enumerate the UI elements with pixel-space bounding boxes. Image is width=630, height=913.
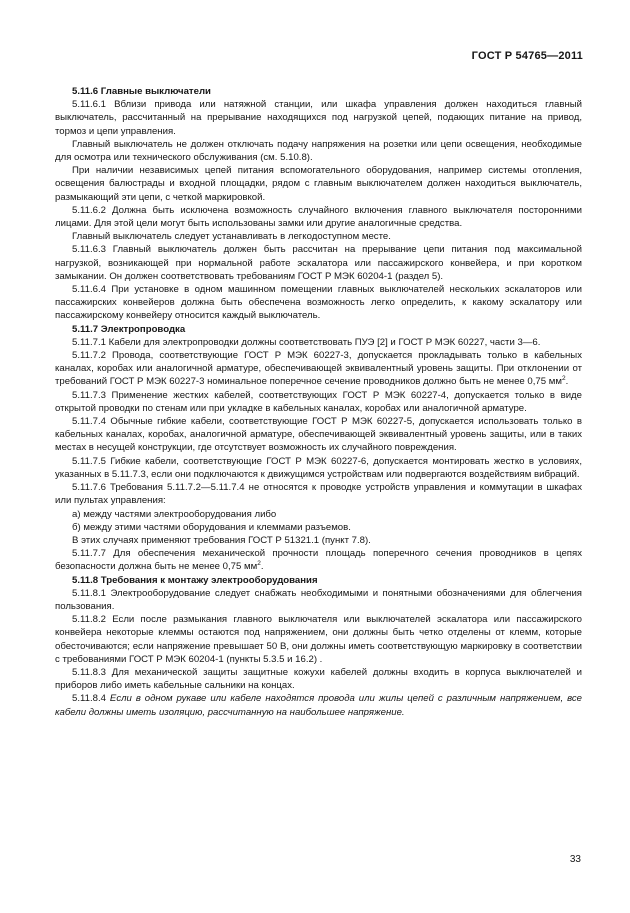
paragraph: В этих случаях применяют требования ГОСТ Р 51321.1 (пункт 7.8). [72,534,371,546]
running-header-doc-code: ГОСТ Р 54765—2011 [471,50,583,62]
paragraph: Главный выключатель следует устанавливать в легкодоступном месте. [72,231,391,243]
paragraph: 5.11.7.6 Требования 5.11.7.2—5.11.7.4 не относятся к проводке устройств управления и коммутации в шкафах или пультах управления: [55,482,582,507]
paragraph: 5.11.7.3 Применение жестких кабелей, соответствующих ГОСТ Р МЭК 60227-4, допускается только в виде открытой проводки по стенам или при укладке в кабельных каналах, коробах или аналогичной арматуре. [55,389,582,414]
section-heading-installation: 5.11.8 Требования к монтажу электрооборудования [72,574,318,586]
paragraph-text: 5.11.7.7 Для обеспечения механической прочности площадь поперечного сечения проводников в цепях безопасности должна быть не менее 0,75 мм [55,548,582,573]
clause-number: 5.11.8.4 [72,693,110,705]
superscript: 2 [561,375,566,383]
italic-text: Если в одном рукаве или кабеле находятся провода или жилы цепей с различным напряжением, все кабели должны иметь изоляцию, рассчитанную на наибольшее напряжение. [55,693,582,718]
paragraph: 5.11.7.4 Обычные гибкие кабели, соответствующие ГОСТ Р МЭК 60227-5, допускается использовать только в кабельных каналах, коробах, аналогичной арматуре, обеспечивающей эквивалентный уровень защиты, или в таких местах в несущей конструкции, где отсутствует возможность их случайного повреждения. [55,416,582,454]
list-item: б) между этими частями оборудования и клеммами разъемов. [72,521,351,533]
superscript: 2 [257,560,261,568]
paragraph: При наличии независимых цепей питания вспомогательного оборудования, например системы отопления, освещения балюстрады и входной площадки, рядом с главным выключателем должен находиться выключатель, размыкающий эти цепи, с четкой маркировкой. [55,165,582,203]
section-heading-wiring: 5.11.7 Электропроводка [72,323,186,335]
paragraph-end: . [565,376,569,388]
paragraph: 5.11.8.2 Если после размыкания главного выключателя или выключателей эскалатора или пассажирского конвейера некоторые клеммы остаются под напряжением, они должны быть четко отделены от клемм, которые обесточиваются; если напряжение превышает 50 В, они должны иметь соответствующую маркировку в соответствии с требованиями ГОСТ Р МЭК 60204-1 (пункты 5.3.5 и 16.2) . [55,614,582,665]
paragraph: 5.11.8.1 Электрооборудование следует снабжать необходимыми и понятными обозначениями для облегчения пользования. [55,587,582,612]
paragraph: 5.11.6.4 При установке в одном машинном помещении главных выключателей нескольких эскалаторов или пассажирских конвейеров должна быть обеспечена возможность легко определить, к какому эскалатору или пассажирскому конвейеру относится каждый выключатель. [55,284,582,322]
paragraph [55,692,582,718]
paragraph [55,547,582,573]
paragraph: 5.11.7.1 Кабели для электропроводки должны соответствовать ПУЭ [2] и ГОСТ Р МЭК 60227, части 3—6. [72,336,541,348]
paragraph: Главный выключатель не должен отключать подачу напряжения на розетки или цепи освещения, необходимые для осмотра или технического обслуживания (см. 5.10.8). [55,138,582,164]
document-body [55,85,582,719]
paragraph: 5.11.8.3 Для механической защиты защитные кожухи кабелей должны входить в корпуса выключателей и приборов либо иметь кабельные сальники на концах. [55,666,582,692]
section-heading-main-switches: 5.11.6 Главные выключатели [72,86,211,97]
paragraph [55,349,582,389]
list-item: а) между частями электрооборудования либо [72,508,277,520]
page-number: 33 [569,854,581,865]
paragraph-end: . [260,561,264,573]
paragraph-text: 5.11.7.2 Провода, соответствующие ГОСТ Р МЭК 60227-3, допускается прокладывать только в кабельных каналах, коробах или аналогичной арматуре, обеспечивающей эквивалентный уровень защиты. При отклонении от требований ГОСТ Р МЭК 60227-3 номинальное поперечное сечение проводников должно быть не менее 0,75 мм [55,350,582,388]
paragraph: 5.11.6.3 Главный выключатель должен быть рассчитан на прерывание цепи питания под максимальной нагрузкой, возникающей при нормальной работе эскалатора или пассажирского конвейера, и при коротком замыкании. Он должен соответствовать требованиям ГОСТ Р МЭК 60204-1 (раздел 5). [55,244,582,282]
paragraph: 5.11.6.2 Должна быть исключена возможность случайного включения главного выключателя посторонними лицами. Для этой цели могут быть использованы замки или другие аналогичные средства. [55,204,582,230]
paragraph: 5.11.6.1 Вблизи привода или натяжной станции, или шкафа управления должен находиться главный выключатель, рассчитанный на прерывание находящихся под нагрузкой цепей, подающих питание на привод, тормоз и цепи управления. [55,99,582,137]
paragraph: 5.11.7.5 Гибкие кабели, соответствующие ГОСТ Р МЭК 60227-6, допускается монтировать жестко в условиях, указанных в 5.11.7.3, если они подключаются к движущимся устройствам или подвергаются воздействиям вибраций. [55,455,582,480]
